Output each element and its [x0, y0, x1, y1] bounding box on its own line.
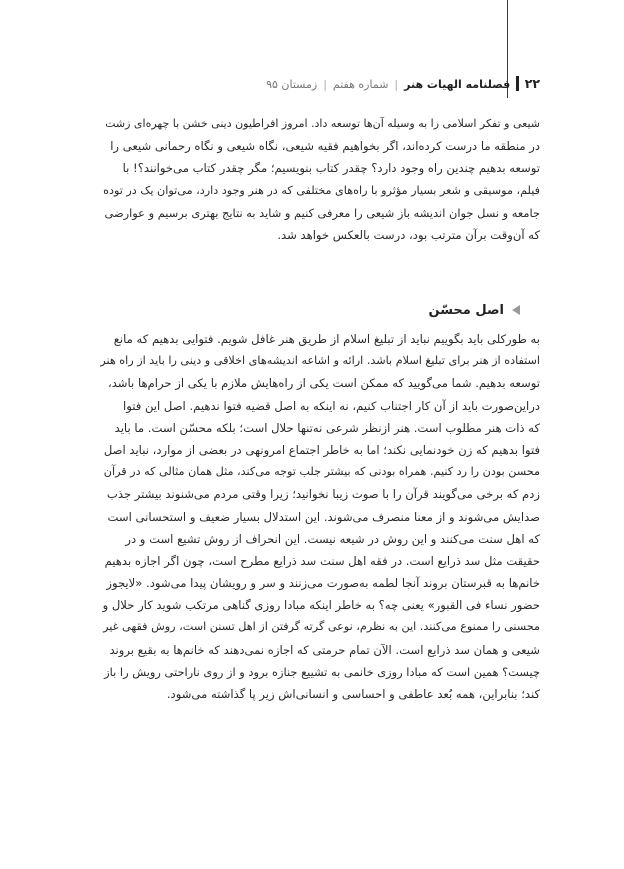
- text-line: فیلم، موسیقی و شعر بسیار مؤثرو با راه‌های مختلفی که در هنر وجود دارد، می‌توان یک در توده: [103, 183, 540, 197]
- text-line: محسنی را ممنوع می‌کنند. این به نظرم، نوعی گرته گرفتن از اهل تسنن است، روش فقهی غیر: [103, 620, 540, 634]
- text-line: که ذات هنر مطلوب است. هنر ازنظر شرعی نه‌تنها حلال است؛ بلکه محسّن است. ما باید: [114, 420, 540, 435]
- text-line: توسعه بدهیم. شما می‌گویید که ممکن است یکی از راه‌هایش ملازم با یکی از حرام‌ها باشد،: [107, 376, 540, 391]
- text-line: حقیقت مثل سد ذرایع است. در فقه اهل سنت سد ذرایع مطرح است، چون اگر اجازه بدهیم: [104, 553, 540, 568]
- text-line: استفاده از هنر برای تبلیغ اسلام باشد. ارائه و اشاعه اندیشه‌های اخلاقی و دینی را باید از راه هنر: [100, 354, 540, 368]
- journal-title: فصلنامه الهیات هنر: [404, 78, 511, 91]
- text-line: خانم‌ها به قبرستان بروند آنجا لطمه به‌صورت می‌زنند و سر و رویشان پیدا می‌شود. «لایجوز: [106, 576, 540, 591]
- text-line: در منطقه ما درست کرده‌اند، اگر بخواهیم فقیه شیعی، نگاه شیعی و نگاه رحمانی شیعی را: [110, 139, 540, 154]
- header-separator: |: [394, 78, 399, 91]
- text-line: حضور نساء فی القبور» یعنی چه؟ به خاطر اینکه مبادا روزی گناهی مرتکب شوید کار حلال و: [102, 598, 540, 613]
- text-line: که اهل سنت می‌کنند و این روش در شیعه نیست. این انحراف از روش تشیع است و در: [125, 531, 540, 546]
- triangle-bullet-icon: [512, 305, 520, 315]
- text-line: کند؛ بنابراین، همه بُعد عاطفی و احساسی و انسانی‌اش زیر پا گذاشته می‌شود.: [166, 687, 540, 701]
- text-line: چیست؟ همین است که مبادا روزی خانمی به تشییع جنازه برود و از روی ناراحتی رویش را باز: [104, 664, 540, 679]
- paragraph-2: [100, 328, 540, 705]
- section-heading: [429, 303, 521, 318]
- header-bar: [516, 76, 519, 91]
- section-heading-text: اصل محسّن: [428, 303, 504, 318]
- text-line: به طورکلی باید بگوییم نباید از تبلیغ اسلام از طریق هنر غافل شویم. فتوایی بدهیم که مانع: [113, 332, 540, 346]
- text-line: توسعه بدهیم چندین راه وجود دارد؟ چقدر کتاب بنویسیم؛ مگر چقدر کتاب می‌خوانند؟! با: [122, 161, 540, 176]
- header-separator: |: [323, 78, 327, 91]
- text-line: دراین‌صورت باید از آن کار اجتناب کنیم، نه اینکه به اصل قضیه فتوا ندهیم. اصل این فتوا: [123, 398, 540, 413]
- text-line: فتوا بدهیم که زن خودنمایی نکند؛ اما به خاطر اجتماع امرونهی در بعضی از موارد، نباید اصل: [103, 442, 540, 457]
- text-line: که آن‌وقت برآن مترتب بود، درست بالعکس خواهد شد.: [277, 227, 540, 242]
- issue-number: شماره هفتم: [332, 78, 389, 91]
- text-line: شیعی و همان سد ذرایع است. الآن تمام حرمتی که اجازه نمی‌دهند که خانم‌ها به بقیع بروند: [109, 642, 540, 657]
- page-number: ۲۲: [524, 76, 540, 91]
- text-line: شیعی و تفکر اسلامی را به وسیله آن‌ها توسعه داد. امروز افراطیون دینی خشن با چهره‌ای زشت: [105, 117, 540, 130]
- text-line: صدایش می‌شوند و از معنا منصرف می‌شوند. این استدلال بسیار ضعیف و استحسانی است: [107, 509, 540, 524]
- text-line: جامعه و نسل جوان اندیشه باز شیعی را معرفی کنیم و شاید به نتایج بهتری برسیم و عوارضی: [104, 205, 540, 220]
- issue-season: زمستان ۹۵: [266, 78, 318, 91]
- paragraph-1: [100, 113, 540, 246]
- text-line: محسن بودن را رد کنیم. همراه بودنی که بیشتر جلب توجه می‌کند، مثل همان مثالی که در قرآن: [103, 465, 540, 479]
- running-header: [266, 76, 540, 91]
- text-line: زدم که برخی می‌گویند قرآن را با صوت زیبا نخوانید؛ زیرا وقتی مردم می‌شنوند بیشتر جذب: [106, 487, 540, 502]
